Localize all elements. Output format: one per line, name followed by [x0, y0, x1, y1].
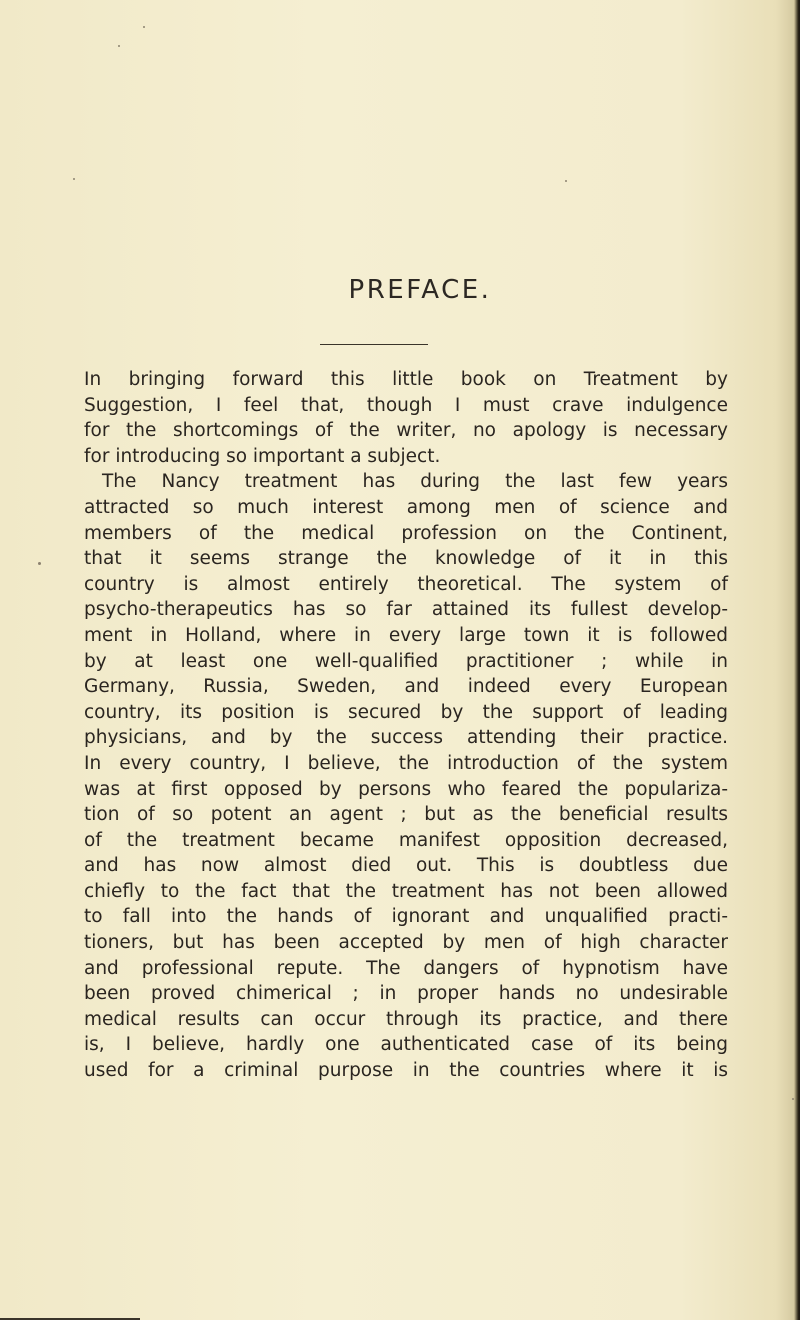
- text-line: and has now almost died out. This is doubtless due: [84, 855, 728, 877]
- paper-speck: [565, 180, 567, 182]
- text-line: and professional repute. The dangers of hypnotism have: [84, 957, 728, 979]
- paper-speck: [38, 562, 41, 565]
- text-line: The Nancy treatment has during the last few years: [102, 471, 728, 493]
- title-rule: [320, 344, 428, 345]
- text-line: Suggestion, I feel that, though I must crave indulgence: [84, 394, 728, 416]
- text-line: chiefly to the fact that the treatment has not been allowed: [84, 880, 728, 902]
- page-title: PREFACE.: [348, 275, 492, 305]
- page-edge-shadow: [794, 0, 800, 1320]
- text-line: attracted so much interest among men of science and: [84, 496, 728, 518]
- text-line: for introducing so important a subject.: [84, 445, 441, 467]
- paper-speck: [143, 26, 145, 28]
- text-line: country is almost entirely theoretical. The system of: [84, 573, 728, 595]
- text-line: is, I believe, hardly one authenticated case of its being: [84, 1034, 728, 1056]
- text-line: that it seems strange the knowledge of it in this: [84, 548, 728, 570]
- preface-text: [84, 367, 728, 1084]
- text-line: In bringing forward this little book on Treatment by: [84, 369, 728, 390]
- text-line: psycho-therapeutics has so far attained its fullest develop-: [84, 599, 728, 621]
- paper-speck: [792, 1098, 794, 1100]
- text-line: In every country, I believe, the introduction of the system: [84, 752, 728, 774]
- paper-speck: [118, 45, 120, 47]
- text-line: of the treatment became manifest opposition decreased,: [84, 829, 728, 851]
- text-line: members of the medical profession on the Continent,: [84, 522, 728, 544]
- text-line: country, its position is secured by the support of leading: [84, 701, 728, 723]
- text-line: physicians, and by the success attending their practice.: [84, 727, 728, 749]
- text-line: was at first opposed by persons who feared the populariza-: [84, 778, 728, 800]
- text-line: been proved chimerical ; in proper hands no undesirable: [84, 983, 728, 1005]
- text-line: tioners, but has been accepted by men of high character: [84, 932, 728, 954]
- text-line: for the shortcomings of the writer, no apology is necessary: [84, 420, 728, 442]
- text-line: tion of so potent an agent ; but as the beneficial results: [84, 804, 728, 826]
- text-line: used for a criminal purpose in the countries where it is: [84, 1060, 728, 1082]
- text-line: Germany, Russia, Sweden, and indeed every European: [84, 676, 728, 698]
- text-line: to fall into the hands of ignorant and unqualified practi-: [84, 906, 728, 928]
- text-line: ment in Holland, where in every large town it is followed: [84, 624, 728, 646]
- paper-speck: [73, 178, 75, 180]
- text-line: by at least one well-qualified practitioner ; while in: [84, 650, 728, 672]
- text-line: medical results can occur through its practice, and there: [84, 1008, 728, 1030]
